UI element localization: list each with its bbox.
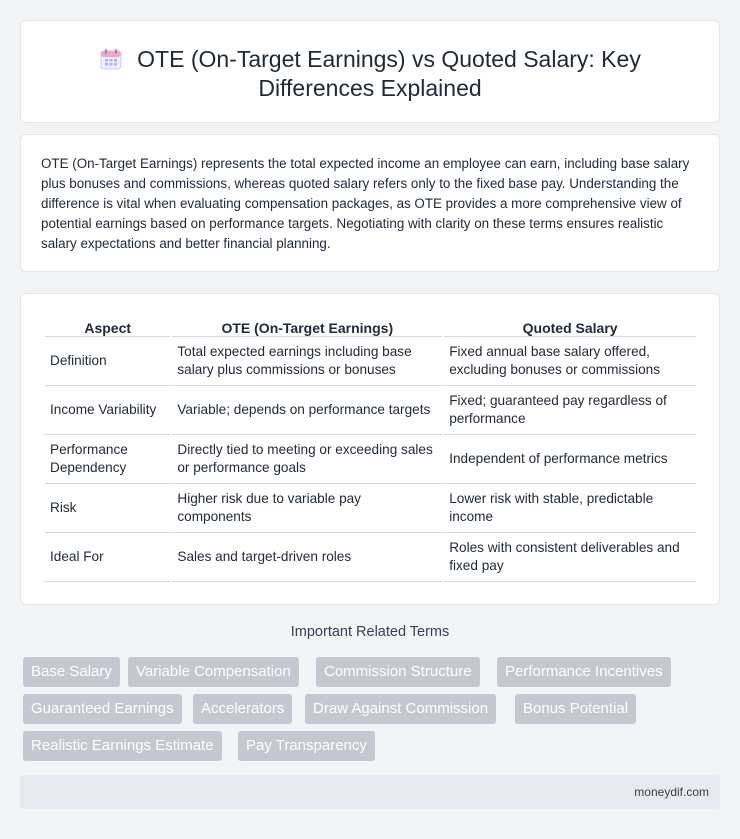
cell-quoted: Fixed annual base salary offered, excluding bonuses or commissions (444, 337, 696, 386)
cell-ote: Higher risk due to variable pay components (172, 484, 442, 533)
tag-base-salary[interactable]: Base Salary (23, 657, 120, 687)
table-row (45, 337, 696, 386)
calendar-icon (99, 47, 123, 71)
cell-aspect: Risk (45, 484, 170, 533)
header-ote: OTE (On-Target Earnings) (172, 317, 442, 337)
cell-quoted: Fixed; guaranteed pay regardless of performance (444, 386, 696, 435)
table-row (45, 533, 696, 582)
table-row (45, 484, 696, 533)
tag-realistic-earnings-estimate[interactable]: Realistic Earnings Estimate (23, 731, 222, 761)
tag-commission-structure[interactable]: Commission Structure (316, 657, 480, 687)
tag-bonus-potential[interactable]: Bonus Potential (515, 694, 636, 724)
cell-aspect: Income Variability (45, 386, 170, 435)
cell-ote: Directly tied to meeting or exceeding sales or performance goals (172, 435, 442, 484)
table-row (45, 386, 696, 435)
cell-quoted: Independent of performance metrics (444, 435, 696, 484)
tag-performance-incentives[interactable]: Performance Incentives (497, 657, 671, 687)
intro-card (20, 134, 720, 272)
table-row (45, 435, 696, 484)
table-header-row (45, 317, 696, 337)
cell-ote: Sales and target-driven roles (172, 533, 442, 582)
tag-draw-against-commission[interactable]: Draw Against Commission (305, 694, 496, 724)
cell-aspect: Performance Dependency (45, 435, 170, 484)
tag-pay-transparency[interactable]: Pay Transparency (238, 731, 375, 761)
title-line-2: Differences Explained (258, 75, 482, 101)
related-terms-title: Important Related Terms (290, 624, 450, 640)
tag-variable-compensation[interactable]: Variable Compensation (128, 657, 299, 687)
cell-ote: Total expected earnings including base salary plus commissions or bonuses (172, 337, 442, 386)
title-line-1: OTE (On-Target Earnings) vs Quoted Salary: Key (137, 46, 641, 72)
comparison-table (43, 317, 698, 582)
tag-guaranteed-earnings[interactable]: Guaranteed Earnings (23, 694, 182, 724)
cell-aspect: Ideal For (45, 533, 170, 582)
tag-accelerators[interactable]: Accelerators (193, 694, 292, 724)
cell-aspect: Definition (45, 337, 170, 386)
header-quoted-salary: Quoted Salary (444, 317, 696, 337)
title-card (20, 20, 720, 123)
cell-quoted: Roles with consistent deliverables and fixed pay (444, 533, 696, 582)
cell-quoted: Lower risk with stable, predictable income (444, 484, 696, 533)
page-title (21, 45, 719, 103)
footer (20, 775, 720, 809)
footer-site-link[interactable]: moneydif.com (634, 785, 709, 799)
cell-ote: Variable; depends on performance targets (172, 386, 442, 435)
header-aspect: Aspect (45, 317, 170, 337)
intro-paragraph: OTE (On-Target Earnings) represents the total expected income an employee can earn, including base salary plus bonuses and commissions, whereas quoted salary refers only to the fixed base pay. Understanding the difference is vital when evaluating compensation packages, as OTE provides a more comprehensive view of potential earnings based on performance targets. Negotiating with clarity on these terms ensures realistic salary expectations and better financial planning. (41, 156, 690, 251)
comparison-card (20, 293, 720, 605)
